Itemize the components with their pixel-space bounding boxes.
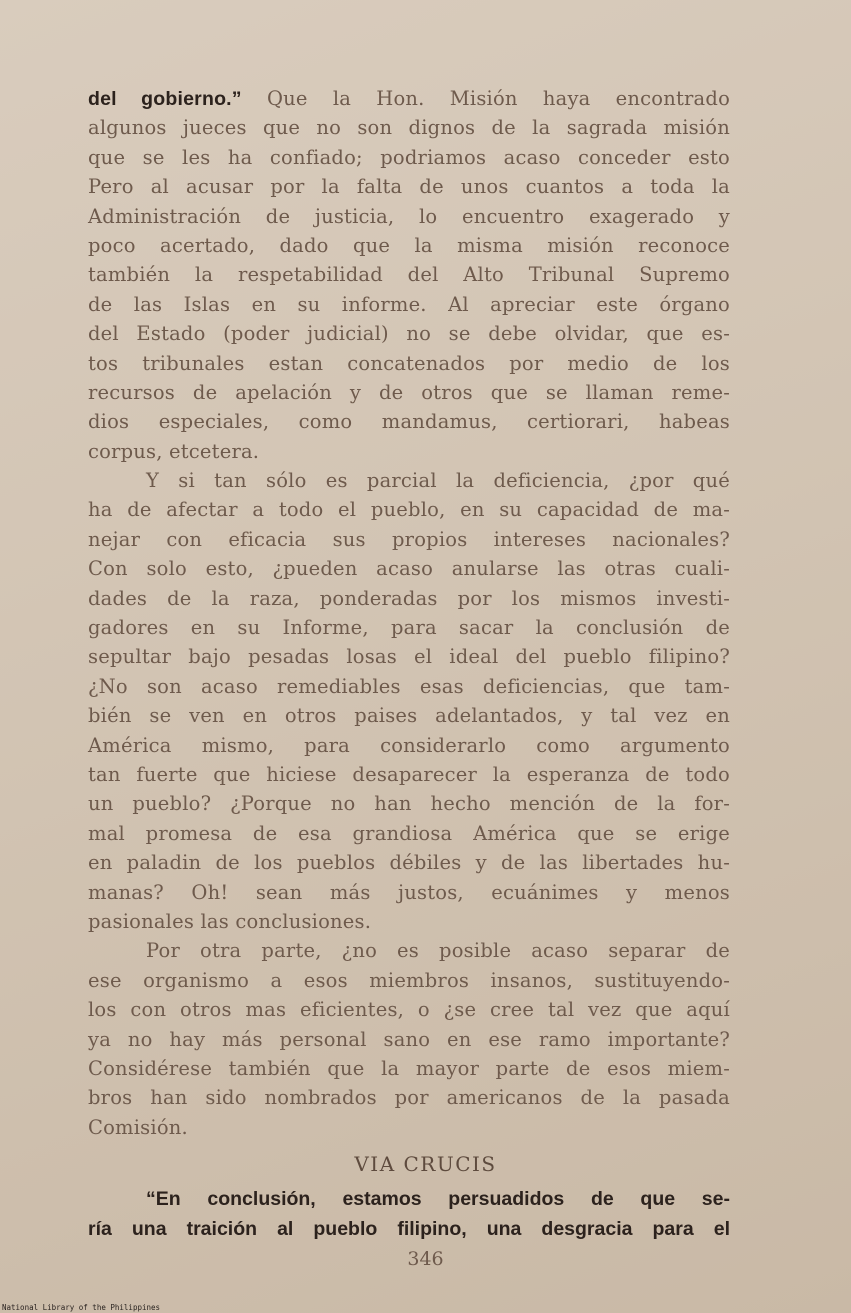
text-line-14: Y si tan sólo es parcial la deficiencia, ¿por qué [146,469,730,493]
text-line-31: ese organismo a esos miembros insanos, sustituyendo- [88,968,730,992]
text-line-25: un pueblo? ¿Porque no han hecho mención de la for- [88,792,730,816]
page-number: 346 [407,1248,444,1270]
text-line-26: mal promesa de esa grandiosa América que se erige [88,821,730,845]
text-line-17: Con solo esto, ¿pueden acaso anularse las otras cuali- [88,557,730,581]
text-line-32: los con otros mas eficientes, o ¿se cree tal vez que aquí [88,998,730,1022]
text-line-6: poco acertado, dado que la misma misión reconoce [88,233,730,257]
text-line-4: Pero al acusar por la falta de unos cuantos a toda la [88,175,730,199]
text-line-20: sepultar bajo pesadas losas el ideal del pueblo filipino? [88,645,730,669]
text-line-12: dios especiales, como mandamus, certiorari, habeas [88,410,730,434]
text-line-36: Comisión. [88,1115,188,1139]
section-heading: VIA CRUCIS [354,1152,497,1176]
text-line-11: recursos de apelación y de otros que se llaman reme- [88,380,730,404]
footer-credit: National Library of the Philippines [2,1303,161,1312]
text-line-16: nejar con eficacia sus propios intereses nacionales? [88,527,730,551]
text-line-15: ha de afectar a todo el pueblo, en su capacidad de ma- [88,498,730,522]
quote-line-1: “En conclusión, estamos persuadidos de que se- [146,1188,730,1210]
text-line-2: algunos jueces que no son dignos de la sagrada misión [88,116,730,140]
text-line-18: dades de la raza, ponderadas por los mismos investi- [88,586,730,610]
bold-lead-in: del gobierno.” [88,88,242,110]
text-line-22: bién se ven en otros paises adelantados, y tal vez en [88,704,730,728]
quote-line-2: ría una traición al pueblo filipino, una desgracia para el [88,1218,730,1240]
text-line-9: del Estado (poder judicial) no se debe olvidar, que es- [88,322,730,346]
text-line-5: Administración de justicia, lo encuentro exagerado y [88,204,730,228]
text-line-3: que se les ha confiado; podriamos acaso conceder esto [88,145,730,169]
text-line-29: pasionales las conclusiones. [88,909,372,933]
text-line-1-rest: Que la Hon. Misión haya encontrado [241,87,731,110]
text-line-21: ¿No son acaso remediables esas deficiencias, que tam- [88,674,730,698]
text-line-1 [88,84,730,113]
text-line-24: tan fuerte que hiciese desaparecer la esperanza de todo [88,762,730,786]
text-line-7: también la respetabilidad del Alto Tribunal Supremo [88,263,730,287]
text-line-33: ya no hay más personal sano en ese ramo importante? [88,1027,730,1051]
text-line-8: de las Islas en su informe. Al apreciar este órgano [88,292,730,316]
text-line-19: gadores en su Informe, para sacar la conclusión de [88,616,730,640]
text-line-30: Por otra parte, ¿no es posible acaso separar de [146,939,730,963]
text-line-23: América mismo, para considerarlo como argumento [88,733,730,757]
quote-block [88,1184,730,1244]
text-line-28: manas? Oh! sean más justos, ecuánimes y menos [88,880,730,904]
text-line-10: tos tribunales estan concatenados por medio de los [88,351,730,375]
text-line-35: bros han sido nombrados por americanos de la pasada [88,1086,730,1110]
text-line-34: Considérese también que la mayor parte de esos miem- [88,1056,730,1080]
body-text [88,84,730,1142]
text-line-27: en paladin de los pueblos débiles y de las libertades hu- [88,851,730,875]
text-line-13: corpus, etcetera. [88,439,260,463]
